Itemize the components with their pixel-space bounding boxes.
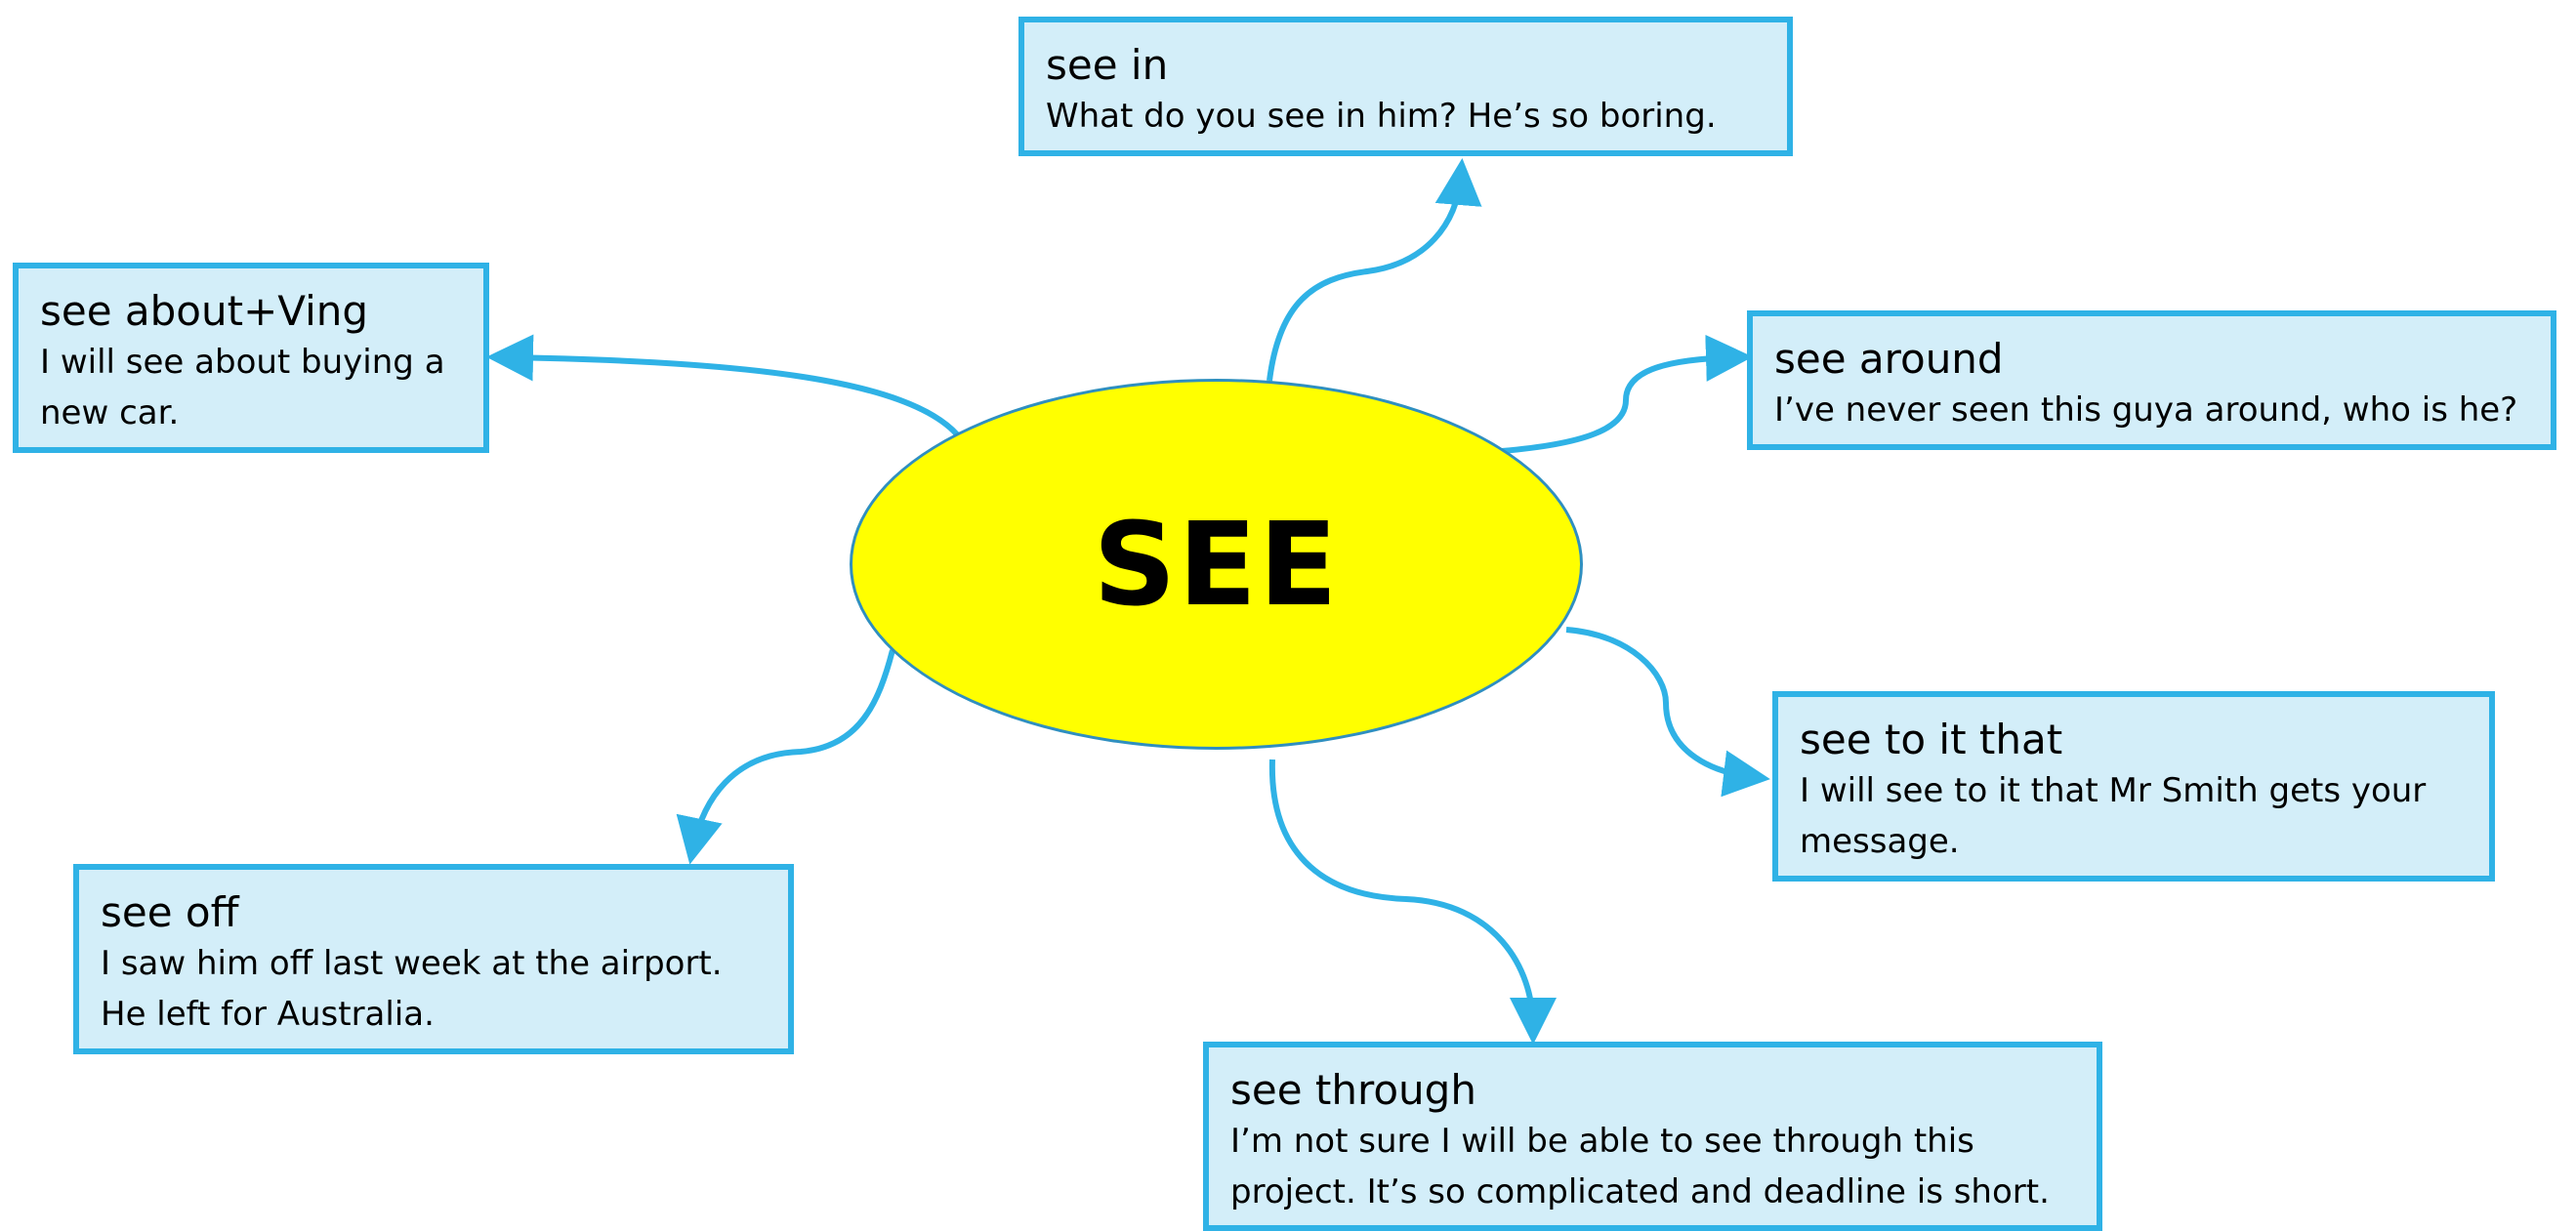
node-see-about bbox=[13, 263, 489, 453]
node-see-around bbox=[1747, 310, 2556, 450]
node-title: see around bbox=[1774, 335, 2004, 383]
node-example: I will see about buying a new car. bbox=[40, 343, 445, 432]
arrow-to-see-to-it bbox=[1566, 630, 1753, 777]
node-example: What do you see in him? He’s so boring. bbox=[1046, 97, 1717, 136]
node-example: I’ve never seen this guya around, who is he? bbox=[1774, 390, 2518, 430]
arrow-to-see-in bbox=[1269, 176, 1461, 381]
arrow-to-see-through bbox=[1272, 759, 1533, 1027]
node-title: see about+Ving bbox=[40, 287, 369, 335]
node-title: see through bbox=[1230, 1066, 1476, 1114]
node-title: see to it that bbox=[1800, 716, 2063, 763]
node-title: see off bbox=[101, 888, 239, 936]
node-see-in bbox=[1018, 17, 1793, 156]
node-example: I’m not sure I will be able to see through this project. It’s so complicated and deadline is short. bbox=[1230, 1122, 2050, 1211]
node-title: see in bbox=[1046, 41, 1169, 89]
center-label: SEE bbox=[1093, 497, 1340, 632]
node-example: I will see to it that Mr Smith gets your message. bbox=[1800, 771, 2427, 861]
node-example: I saw him off last week at the airport. He left for Australia. bbox=[101, 944, 723, 1034]
node-see-off bbox=[73, 864, 794, 1054]
node-see-through bbox=[1203, 1042, 2102, 1231]
arrow-to-see-about bbox=[504, 357, 957, 434]
arrow-to-see-off bbox=[693, 650, 893, 847]
node-see-to-it-that bbox=[1772, 691, 2495, 882]
arrow-to-see-around bbox=[1502, 357, 1735, 451]
center-ellipse bbox=[850, 379, 1583, 750]
